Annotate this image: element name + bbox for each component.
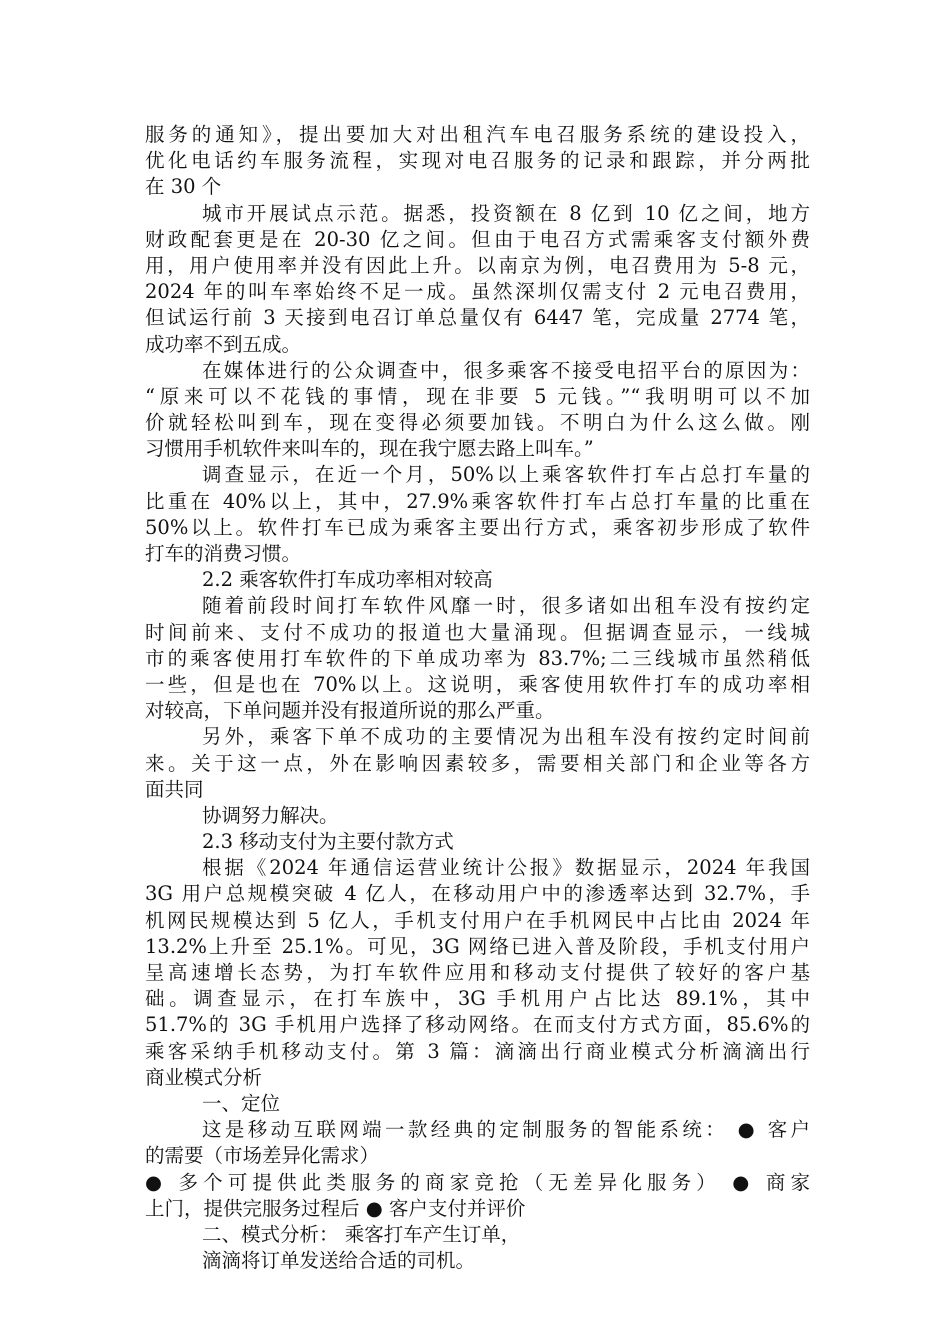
text-line: 滴滴将订单发送给合适的司机。 (202, 1249, 476, 1273)
text-line: 时间前来、支付不成功的报道也大量涌现。但据调查显示，一线城 (145, 620, 810, 644)
text-line: 用，用户使用率并没有因此上升。以南京为例，电召费用为 5-8 元， (145, 253, 810, 277)
text-line: 础。调查显示，在打车族中，3G 手机用户占比达 89.1%，其中 (145, 987, 810, 1011)
text-line: 50%以上。软件打车已成为乘客主要出行方式，乘客初步形成了软件 (145, 515, 810, 539)
text-line: “原来可以不花钱的事情，现在非要 5 元钱。”“我明明可以不加 (145, 384, 810, 408)
text-line: 在媒体进行的公众调查中，很多乘客不接受电招平台的原因为： (202, 358, 810, 382)
text-line: 2024 年的叫车率始终不足一成。虽然深圳仅需支付 2 元电召费用， (145, 280, 810, 304)
text-line: 财政配套更是在 20-30 亿之间。但由于电召方式需乘客支付额外费 (145, 227, 810, 251)
text-line: 2.2 乘客软件打车成功率相对较高 (202, 568, 493, 592)
text-line: 调查显示，在近一个月，50%以上乘客软件打车占总打车量的 (202, 463, 810, 487)
text-line: 另外，乘客下单不成功的主要情况为出租车没有按约定时间前 (202, 725, 810, 749)
text-line: 面共同 (145, 777, 204, 801)
text-line: 比重在 40%以上，其中，27.9%乘客软件打车占总打车量的比重在 (145, 489, 810, 513)
text-line: 根据《2024 年通信运营业统计公报》数据显示，2024 年我国 (202, 856, 810, 880)
text-line: 商业模式分析 (145, 1065, 263, 1089)
text-line: 城市开展试点示范。据悉，投资额在 8 亿到 10 亿之间，地方 (202, 201, 810, 225)
text-line: 上门，提供完服务过程后 ● 客户支付并评价 (145, 1196, 526, 1220)
text-line: 但试运行前 3 天接到电召订单总量仅有 6447 笔，完成量 2774 笔， (145, 306, 810, 330)
text-line: 2.3 移动支付为主要付款方式 (202, 830, 454, 854)
text-line: 习惯用手机软件来叫车的，现在我宁愿去路上叫车。” (145, 437, 594, 461)
text-line: 打车的消费习惯。 (145, 542, 302, 565)
text-line: 随着前段时间打车软件风靡一时，很多诸如出租车没有按约定 (202, 594, 810, 618)
text-line: 价就轻松叫到车，现在变得必须要加钱。不明白为什么这么做。刚 (145, 411, 810, 435)
text-line: 乘客采纳手机移动支付。第 3 篇：滴滴出行商业模式分析滴滴出行 (145, 1039, 810, 1063)
text-line: 市的乘客使用打车软件的下单成功率为 83.7%;二三线城市虽然稍低 (145, 646, 810, 670)
text-line: 来。关于这一点，外在影响因素较多，需要相关部门和企业等各方 (145, 751, 810, 775)
text-line: 在 30 个 (145, 175, 222, 199)
text-line: 二、模式分析： 乘客打车产生订单， (202, 1222, 521, 1246)
document-page (145, 122, 810, 1274)
text-line: 机网民规模达到 5 亿人，手机支付用户在手机网民中占比由 2024 年 (145, 908, 810, 932)
text-line: 13.2%上升至 25.1%。可见，3G 网络已进入普及阶段，手机支付用户 (145, 934, 810, 958)
text-line: 一、定位 (202, 1091, 281, 1115)
text-line: 一些，但是也在 70%以上。这说明，乘客使用软件打车的成功率相 (145, 672, 810, 696)
text-line: 51.7%的 3G 手机用户选择了移动网络。在而支付方式方面，85.6%的 (145, 1013, 810, 1037)
text-line: 服务的通知》，提出要加大对出租汽车电召服务系统的建设投入， (145, 123, 810, 146)
text-line: 优化电话约车服务流程，实现对电召服务的记录和跟踪，并分两批 (145, 149, 810, 173)
text-line: 的需要（市场差异化需求） (145, 1144, 380, 1168)
text-line: 协调努力解决。 (202, 803, 339, 827)
text-line: 成功率不到五成。 (145, 332, 302, 356)
text-line: 这是移动互联网端一款经典的定制服务的智能系统： ● 客户 (202, 1118, 810, 1142)
text-line: ● 多个可提供此类服务的商家竞抢（无差异化服务） ● 商家 (145, 1170, 810, 1194)
text-line: 呈高速增长态势，为打车软件应用和移动支付提供了较好的客户基 (145, 961, 810, 984)
text-line: 对较高，下单问题并没有报道所说的那么严重。 (145, 699, 555, 723)
text-line: 3G 用户总规模突破 4 亿人，在移动用户中的渗透率达到 32.7%，手 (145, 882, 810, 906)
